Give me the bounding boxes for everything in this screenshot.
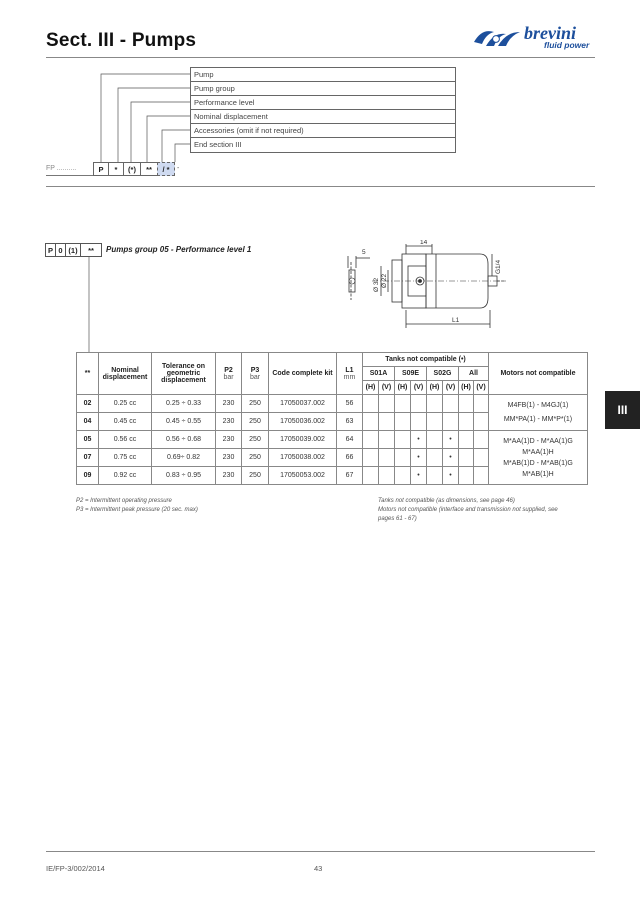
tank-cell [395,431,411,449]
note-tanks: Tanks not compatible (as dimensions, see page 46) [378,498,515,504]
group-leader-line [0,0,200,370]
tank-cell [379,395,395,413]
l1-label: L1 [345,366,354,374]
page-number: 43 [314,864,323,873]
tank-cell: • [411,467,427,485]
tank-s01a: S01A [363,367,395,381]
tank-cell [474,449,489,467]
dim-d32: Ø 32 [373,277,380,292]
dim-5: 5 [362,249,366,256]
group-title: Pumps group 05 - Performance level 1 [106,245,252,254]
tank-s02g-v: (V) [443,381,459,395]
row-kit: 17050037.002 [269,395,337,413]
motor-line: M*AB(1)D - M*AB(1)G [503,459,573,467]
code-suffix: - [177,165,180,172]
tank-cell [427,449,443,467]
tank-cell [411,395,427,413]
tank-cell [363,395,379,413]
code-box-group: * [108,162,124,176]
row-p3: 250 [242,431,269,449]
row-l1: 67 [337,467,363,485]
table-row [77,431,588,449]
tank-cell [395,395,411,413]
tank-s02g: S02G [427,367,459,381]
row-p2: 230 [216,467,242,485]
row-nominal: 0.56 cc [99,431,152,449]
row-p3: 250 [242,413,269,431]
tank-cell [443,395,459,413]
notes-compatibility [378,497,598,524]
logo-subtitle: fluid power [544,40,590,50]
note-p3: P3 = Intermittent peak pressure (20 sec. max) [76,507,198,513]
tank-all-h: (H) [459,381,474,395]
motor-line: M*AB(1)H [522,470,554,478]
row-p3: 250 [242,467,269,485]
tank-cell: • [443,431,459,449]
row-p3: 250 [242,449,269,467]
pump-drawing [332,240,507,332]
row-code: 09 [77,467,99,485]
row-code: 07 [77,449,99,467]
section-tab: III [605,391,640,429]
section-title: Sect. III - Pumps [46,30,197,51]
tank-cell [363,467,379,485]
row-p2: 230 [216,431,242,449]
tank-cell [427,467,443,485]
tank-cell [395,449,411,467]
tank-cell [459,431,474,449]
row-l1: 63 [337,413,363,431]
col-motors: Motors not compatible [489,353,588,395]
note-p2: P2 = Intermittent operating pressure [76,498,172,504]
row-tolerance: 0.25 ÷ 0.33 [152,395,216,413]
tank-cell [395,413,411,431]
tank-s01a-v: (V) [379,381,395,395]
tank-s01a-h: (H) [363,381,379,395]
tank-cell [459,467,474,485]
row-nominal: 0.25 cc [99,395,152,413]
dim-d22: Ø 22 [381,273,388,288]
row-kit: 17050053.002 [269,467,337,485]
tank-cell [474,431,489,449]
motor-line: M*AA(1)D - M*AA(1)G [503,437,573,445]
tank-cell [379,431,395,449]
tank-cell [474,467,489,485]
col-p2 [216,353,242,395]
tank-all: All [459,367,489,381]
tank-s09e-v: (V) [411,381,427,395]
group-box-p: P [45,243,56,257]
row-kit: 17050039.002 [269,431,337,449]
tank-cell [411,413,427,431]
row-kit: 17050036.002 [269,413,337,431]
col-tanks: Tanks not compatible (•) [363,353,489,367]
tank-cell [363,413,379,431]
row-p2: 230 [216,449,242,467]
motor-line: M*AA(1)H [522,448,554,456]
legend-item-end-section: End section III [194,140,242,149]
tank-s09e-h: (H) [395,381,411,395]
legend-item-pump: Pump [191,68,455,82]
group-box-perf: (1) [65,243,81,257]
tank-cell [474,413,489,431]
tank-cell [474,395,489,413]
tank-cell [379,413,395,431]
col-nominal: Nominal displacement [99,353,152,395]
row-p2: 230 [216,413,242,431]
col-kit: Code complete kit [269,353,337,395]
tank-cell [427,431,443,449]
row-code: 04 [77,413,99,431]
tank-cell: • [411,431,427,449]
note-motors: Motors not compatible (interface and transmission not supplied, see [378,507,558,513]
pump-spec-table [76,352,588,485]
legend-item-performance-level: Performance level [191,96,455,110]
col-l1 [337,353,363,395]
tank-cell [363,431,379,449]
row-p2: 230 [216,395,242,413]
row-tolerance: 0.83 ÷ 0.95 [152,467,216,485]
dim-l1: L1 [452,317,460,324]
row-tolerance: 0.45 ÷ 0.55 [152,413,216,431]
p2-label: P2 [224,366,233,374]
row-nominal: 0.45 cc [99,413,152,431]
legend-item-accessories: Accessories (omit if not required) [191,124,455,138]
row-p3: 250 [242,395,269,413]
dim-14: 14 [420,240,428,246]
p3-label: P3 [250,366,260,374]
col-tolerance: Tolerance on geometric displacement [152,353,216,395]
tank-cell [427,413,443,431]
row-tolerance: 0.69÷ 0.82 [152,449,216,467]
legend-item-nominal-displacement: Nominal displacement [191,110,455,124]
p2-unit: bar [223,373,234,381]
tank-cell [363,449,379,467]
code-legend [190,67,456,153]
code-box-displacement: ** [140,162,158,176]
col-p3 [242,353,269,395]
row-tolerance: 0.56 ÷ 0.68 [152,431,216,449]
row-nominal: 0.92 cc [99,467,152,485]
motor-line: M4FB(1) - M4GJ(1) [507,401,569,409]
l1-unit: mm [343,373,356,381]
motors-cell-2 [489,431,588,485]
motors-cell-1 [489,395,588,431]
row-l1: 56 [337,395,363,413]
p3-unit: bar [249,373,261,381]
tank-cell [459,395,474,413]
group-box-disp: ** [80,243,102,257]
tank-all-v: (V) [474,381,489,395]
logo-brand: brevini [524,23,576,43]
dim-port: G1/4 [495,259,502,274]
tank-s02g-h: (H) [427,381,443,395]
footer-rule [46,851,595,852]
legend-item-pump-group: Pump group [191,82,455,96]
tank-cell: • [411,449,427,467]
tank-cell [379,449,395,467]
row-code: 02 [77,395,99,413]
code-prefix: FP .......... [46,162,94,176]
doc-code: IE/FP-3/002/2014 [46,864,105,873]
code-box-accessories: / * [157,162,175,176]
group-box-0: 0 [55,243,66,257]
table-row [77,395,588,413]
tank-cell [395,467,411,485]
tank-cell [379,467,395,485]
row-nominal: 0.75 cc [99,449,152,467]
tank-s09e: S09E [395,367,427,381]
note-motors-pages: pages 61 - 67) [378,516,417,522]
row-l1: 64 [337,431,363,449]
row-kit: 17050038.002 [269,449,337,467]
tank-cell [459,413,474,431]
motor-line: MM*PA(1) - MM*P*(1) [503,415,573,423]
notes-pressure [76,497,198,515]
code-box-performance: (*) [123,162,141,176]
tank-cell: • [443,467,459,485]
tank-cell [427,395,443,413]
code-box-pump: P [93,162,109,176]
row-code: 05 [77,431,99,449]
tank-cell [459,449,474,467]
col-code: ** [77,353,99,395]
tank-cell: • [443,449,459,467]
tank-cell [443,413,459,431]
row-l1: 66 [337,449,363,467]
